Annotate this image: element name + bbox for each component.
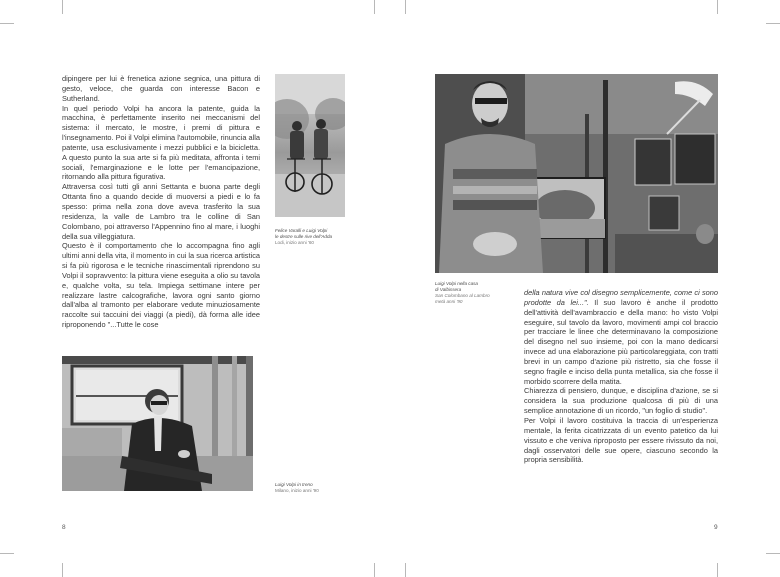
paragraph: Chiarezza di pensiero, dunque, e disciplina d'azione, se si considera la sua produzione qualcosa di più di una semplice annotazione di un ricordo, "un foglio di studio".	[524, 386, 718, 416]
page-number-right: 9	[714, 524, 718, 531]
caption-bicycles	[275, 228, 365, 246]
page-number-left: 8	[62, 524, 66, 531]
left-body-text	[62, 74, 260, 330]
paragraph: In quel periodo Volpi ha ancora la patente, guida la macchina, è perfettamente inserito nei meccanismi del sistema: il mercato, le mostre, i premi di pittura e l'insegnamento. Poi il Volpi elimina l'automobile, rinuncia alla patente, usa esclusivamente i mezzi pubblici e la bicicletta. A questo punto la sua arte si fa più meditata, affronta i temi sociali, l'emarginazione e le lotte per l'emancipazione, ritornando alla pittura figurativa.	[62, 103, 260, 182]
photo-bicycles	[275, 74, 345, 217]
paragraph: Per Volpi il lavoro costituiva la traccia di un'esperienza mentale, la ferita cicatrizzata di un evento patetico da lui vissuto e che veniva riproposto per essere rivissuto da noi, dagli osservatori delle sue opere, ciascuno secondo la propria sensibilità.	[524, 415, 718, 465]
quote-continuation: della natura vive col disegno semplicemente, come ci sono prodotte da lei...".	[524, 288, 718, 307]
caption-subtitle: Milano, inizio anni '90	[275, 488, 319, 493]
caption-subtitle: Lodi, inizio anni '60	[275, 240, 314, 245]
paragraph: dipingere per lui è frenetica azione segnica, una pittura di gesto, veloce, che guarda con interesse Bacon e Sutherland.	[62, 74, 260, 103]
photo-studio	[435, 74, 718, 273]
caption-title: Felice Varalli e Luigi Volpi le destre sulle rive dell'Adda	[275, 228, 333, 239]
caption-studio	[435, 281, 535, 305]
caption-title: Luigi Volpi nella casa di Valbissera	[435, 281, 478, 292]
paragraph	[524, 288, 718, 386]
paragraph: Questo è il comportamento che lo accompagna fino agli ultimi anni della vita, il momento in cui la sua ricerca artistica si fa più rigorosa e le tecniche rinascimentali riprendono su Volpi il sopravvento: la pittura viene eseguita a olio su tavola e, qualche volta, su tela. Impiega settimane intere per realizzare lastre calcografiche, lavora ogni santo giorno dall'alba al tramonto per elaborare vedute minuziosamente raccolte sui taccuini dei viaggi (a piedi), dà forma alle idee riproponendo "...Tutte le cose	[62, 241, 260, 330]
right-body-text	[524, 288, 718, 465]
caption-title: Luigi Volpi in treno	[275, 482, 313, 487]
paragraph: Attraversa così tutti gli anni Settanta e buona parte degli Ottanta fino a quando decide di muoversi a piedi e lo fa spesso: prima nella zona dove aveva trasferito la sua residenza, la valle de Lambro tra le colline di San Colombano, poi attraverso l'Appennino fino al mare, i luoghi della sua villeggiatura.	[62, 182, 260, 241]
caption-train	[275, 482, 365, 494]
photo-train	[62, 356, 253, 491]
caption-subtitle: San Colombano al Lambro metà anni '90	[435, 293, 490, 304]
right-page	[390, 0, 780, 577]
paragraph-rest: Il suo lavoro è anche il prodotto dell'attività dell'avambraccio e della mano: ho visto Volpi eseguire, sul tavolo da lavoro, movimenti ampi col braccio per tracciare le linee che determinavano la composizione del disegno nel suo insieme, poi con la mano dedicarsi invece ad una elaborazione più particolareggiata, con tratti brevi in un campo d'azione più ristretto, sia che fosse il segno fragile e inciso della punta metallica, sia che fosse il morbido scorrere della matita.	[524, 297, 719, 386]
